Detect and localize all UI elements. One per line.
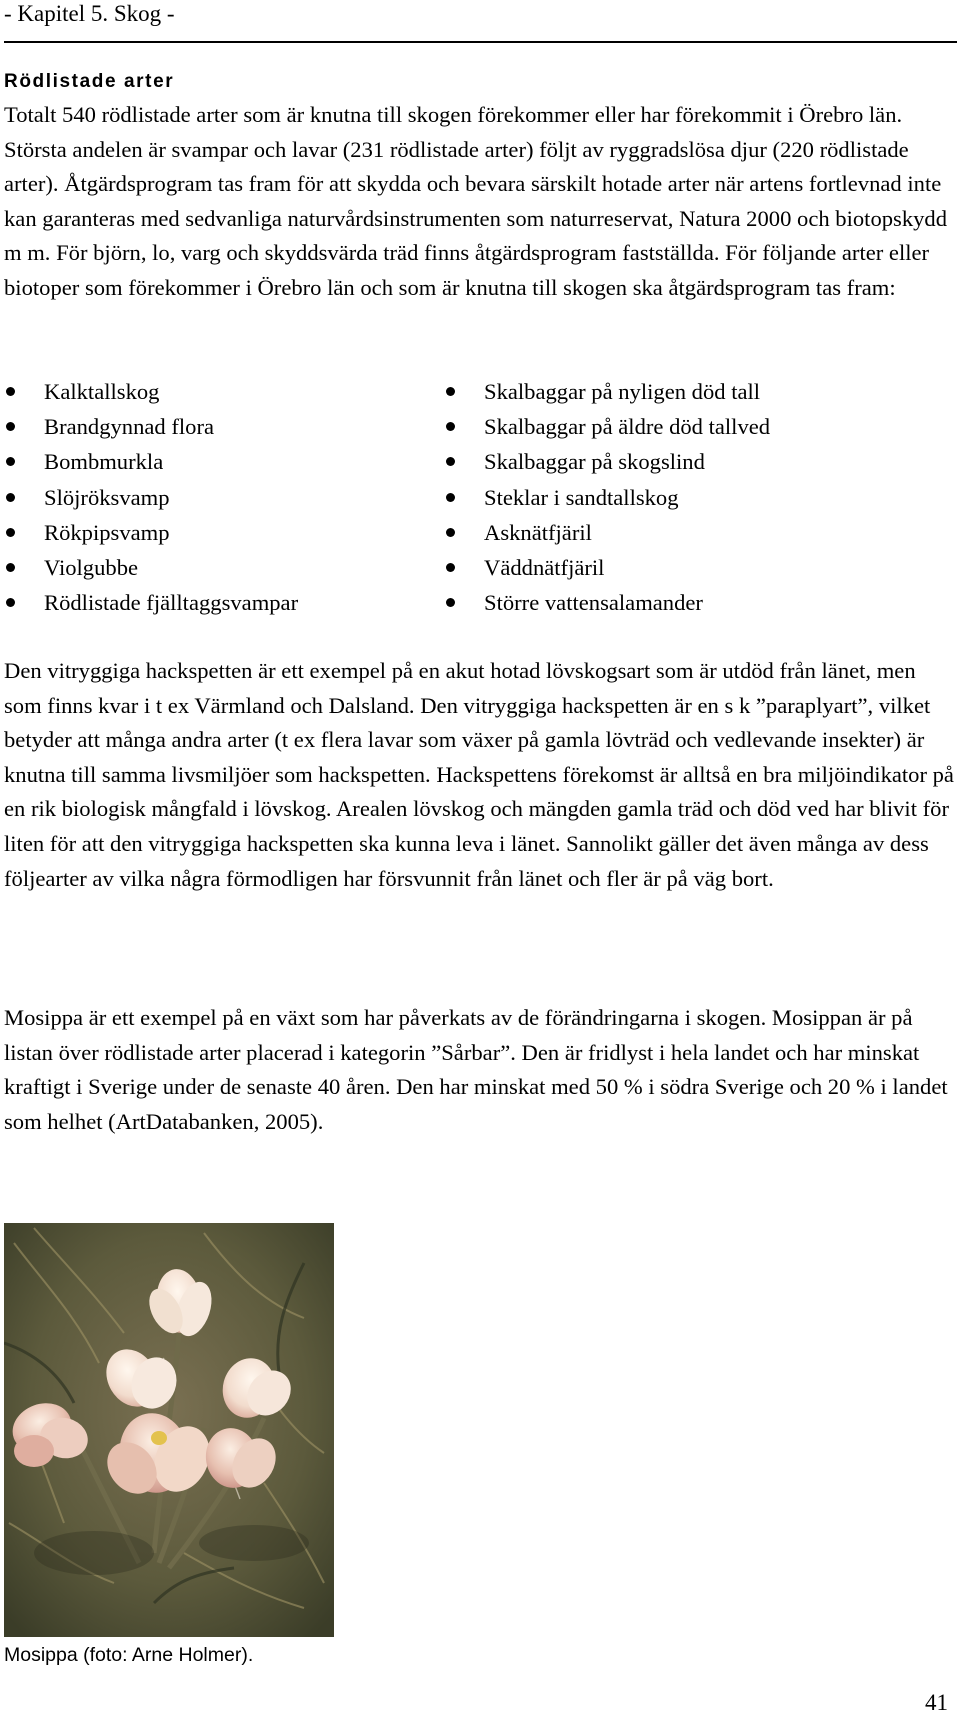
list-item-label: Kalktallskog [44, 379, 160, 404]
hackspett-paragraph: Den vitryggiga hackspetten är ett exempel på en akut hotad lövskogsart som är utdöd från länet, men som finns kvar i t ex Värmland och Dalsland. Den vitryggiga hackspetten är en s k ”paraplyart”, vilket betyder att många andra arter (t ex flera lavar som växer på gamla lövträd och vedlevande insekter) är knutna till samma livsmiljöer som hackspetten. Hackspettens förekomst är alltså en bra miljöindikator på en rik biologisk mångfald i lövskog. Arealen lövskog och mängden gamla träd och död ved har blivit för liten för att den vitryggiga hackspetten ska kunna leva i länet. Sannolikt gäller det även många av dess följearter av vilka några förmodligen har försvunnit från länet och fler är på väg bort. [4, 658, 954, 891]
bullet-icon [446, 457, 455, 466]
intro-paragraph: Totalt 540 rödlistade arter som är knutna till skogen förekommer eller har förekommit i Örebro län. Största andelen är svampar och lavar (231 rödlistade arter) följt av ryggradslösa djur (220 rödlistade arter). Åtgärdsprogram tas fram för att skydda och bevara särskilt hotade arter när artens fortlevnad inte kan garanteras med sedvanliga naturvårdsinstrumenten som naturreservat, Natura 2000 och biotopskydd m m. För björn, lo, varg och skyddsvärda träd finns åtgärdsprogram fastställda. För följande arter eller biotoper som förekommer i Örebro län och som är knutna till skogen ska åtgärdsprogram tas fram: [4, 102, 948, 300]
list-item [4, 550, 444, 585]
mosippa-photo [4, 1223, 334, 1637]
bullet-icon [446, 493, 455, 502]
bullet-icon [446, 598, 455, 607]
running-header: - Kapitel 5. Skog - [4, 1, 175, 26]
bullet-icon [6, 422, 15, 431]
list-item [444, 409, 954, 444]
section-heading: Rödlistade arter [4, 71, 175, 92]
list-item [4, 585, 444, 620]
header-divider [4, 41, 957, 43]
list-item-label: Asknätfjäril [484, 519, 592, 545]
action-program-species-list [4, 374, 954, 620]
list-item-label: Slöjröksvamp [44, 484, 170, 510]
bullet-icon [6, 528, 15, 537]
flower-illustration [4, 1223, 334, 1637]
list-item [444, 480, 954, 515]
list-item [444, 374, 954, 409]
page-number: 41 [925, 1690, 948, 1715]
list-item [444, 585, 954, 620]
list-item-label: Steklar i sandtallskog [484, 484, 679, 510]
bullet-icon [446, 422, 455, 431]
list-item-label: Skalbaggar på äldre död tallved [484, 414, 771, 440]
list-item [444, 515, 954, 550]
list-item [4, 374, 444, 409]
list-item-label: Violgubbe [44, 554, 139, 580]
bullet-icon [6, 387, 15, 396]
bullet-icon [6, 493, 15, 502]
list-item-label: Brandgynnad flora [44, 414, 215, 440]
list-item [4, 515, 444, 550]
bullet-icon [6, 563, 15, 572]
list-item-label: Bombmurkla [44, 449, 164, 475]
list-item-label: Skalbaggar på nyligen död tall [484, 379, 761, 404]
list-item-label: Rödlistade fjälltaggsvampar [44, 590, 299, 616]
list-item [444, 444, 954, 479]
list-item-label: Skalbaggar på skogslind [484, 449, 705, 475]
bullet-icon [446, 528, 455, 537]
list-item [4, 480, 444, 515]
bullet-icon [6, 598, 15, 607]
list-item-label: Väddnätfjäril [484, 554, 605, 580]
list-item-label: Större vattensalamander [484, 590, 703, 616]
list-item [4, 444, 444, 479]
list-item [4, 409, 444, 444]
bullet-icon [446, 563, 455, 572]
list-item-label: Rökpipsvamp [44, 519, 170, 545]
bullet-icon [446, 387, 455, 396]
mosippa-paragraph: Mosippa är ett exempel på en växt som har påverkats av de förändringarna i skogen. Mosippan är på listan över rödlistade arter placerad i kategorin ”Sårbar”. Den är fridlyst i hela landet och har minskat kraftigt i Sverige under de senaste 40 åren. Den har minskat med 50 % i södra Sverige och 20 % i landet som helhet (ArtDatabanken, 2005). [4, 1005, 948, 1134]
figure-caption: Mosippa (foto: Arne Holmer). [4, 1644, 254, 1666]
list-item [444, 550, 954, 585]
bullet-icon [6, 457, 15, 466]
